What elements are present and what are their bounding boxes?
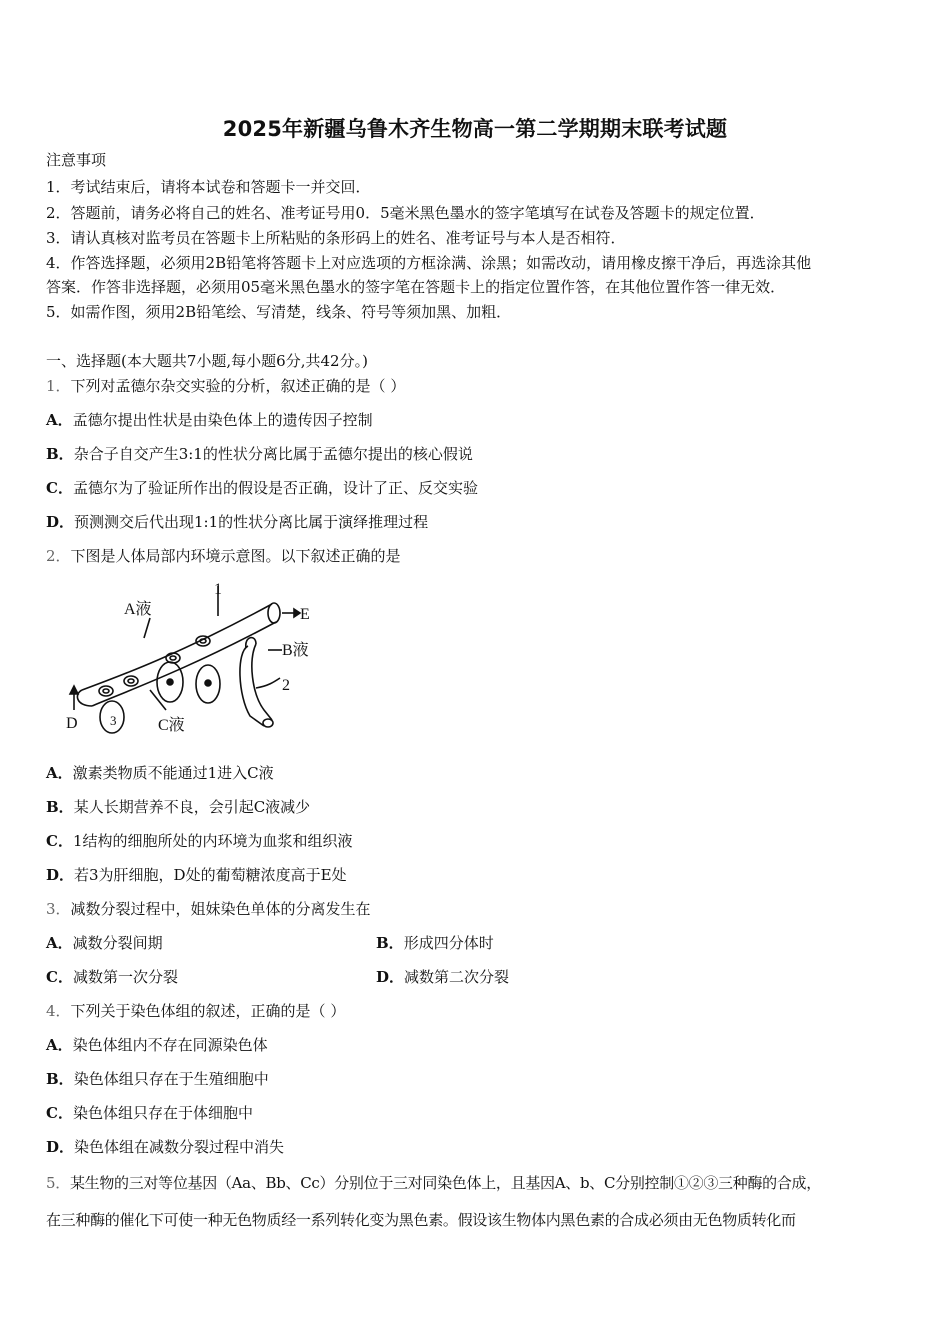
q3-option-a: [46, 933, 163, 953]
q4-option-c: [46, 1103, 253, 1123]
option-text: 孟德尔提出性状是由染色体上的遗传因子控制: [72, 411, 373, 429]
label-1: 1: [214, 581, 222, 598]
q2-option-a: [46, 763, 274, 783]
q1-option-a: [46, 410, 373, 430]
q1-option-d: [46, 512, 428, 532]
option-text: 染色体组只存在于生殖细胞中: [73, 1070, 269, 1088]
question-text: 下列对孟德尔杂交实验的分析，叙述正确的是（ ）: [70, 377, 406, 395]
notice-heading: 注意事项: [46, 151, 107, 169]
notice-item: 2．答题前，请务必将自己的姓名、准考证号用0．5毫米黑色墨水的签字笔填写在试卷及答题卡的规定位置．: [46, 204, 765, 222]
question-number: 5．: [46, 1174, 70, 1192]
blood-cells: [99, 636, 210, 696]
question-5-continued: 在三种酶的催化下可使一种无色物质经一系列转化变为黑色素。假设该生物体内黑色素的合成必须由无色物质转化而: [46, 1211, 796, 1229]
option-label: D．: [46, 513, 75, 531]
page-title: 2025年新疆乌鲁木齐生物高一第二学期期末联考试题: [222, 117, 728, 141]
question-text: 某生物的三对等位基因（Aa、Bb、Cc）分别位于三对同染色体上，且基因A、b、C分别控制①②③三种酶的合成，: [69, 1174, 821, 1192]
option-text: 染色体组只存在于体细胞中: [72, 1104, 253, 1122]
q1-option-b: [46, 444, 473, 464]
capillary-vessel: [82, 604, 272, 690]
option-text: 孟德尔为了验证所作出的假设是否正确，设计了正、反交实验: [72, 479, 478, 497]
section-heading: 一、选择题(本大题共7小题,每小题6分,共42分。): [46, 352, 368, 370]
notice-item: 3．请认真核对监考员在答题卡上所粘贴的条形码上的姓名、准考证号与本人是否相符．: [46, 229, 626, 247]
q1-option-c: [46, 478, 478, 498]
question-text: 减数分裂过程中，姐妹染色单体的分离发生在: [70, 900, 371, 918]
notice-item: 答案．作答非选择题，必须用05毫米黑色墨水的签字笔在答题卡上的指定位置作答，在其他位置作答一律无效．: [46, 278, 786, 296]
option-label: D．: [46, 866, 75, 884]
q2-option-b: [46, 797, 310, 817]
option-label: D．: [46, 1138, 75, 1156]
option-text: 减数分裂间期: [72, 934, 163, 952]
option-text: 某人长期营养不良，会引起C液减少: [73, 798, 311, 816]
option-text: 减数第一次分裂: [72, 968, 178, 986]
option-label: B．: [376, 934, 404, 952]
option-text: 染色体组在减数分裂过程中消失: [74, 1138, 285, 1156]
option-label: C．: [46, 1104, 73, 1122]
option-label: A．: [46, 411, 73, 429]
option-text: 杂合子自交产生3:1的性状分离比属于孟德尔提出的核心假说: [73, 445, 473, 463]
option-label: A．: [46, 1036, 73, 1054]
q3-option-b: [376, 933, 494, 953]
question-number: 3．: [46, 900, 71, 918]
q4-option-d: [46, 1137, 284, 1157]
option-label: A．: [46, 934, 73, 952]
option-label: B．: [46, 1070, 74, 1088]
q2-option-d: [46, 865, 347, 885]
option-text: 染色体组内不存在同源染色体: [72, 1036, 268, 1054]
question-text: 下列关于染色体组的叙述，正确的是（ ）: [70, 1002, 346, 1020]
label-b-fluid: B液: [282, 642, 309, 659]
option-text: 形成四分体时: [403, 934, 494, 952]
option-label: C．: [46, 968, 73, 986]
option-text: 减数第二次分裂: [404, 968, 510, 986]
notice-item: 5．如需作图，须用2B铅笔绘、写清楚，线条、符号等须加黑、加粗．: [46, 303, 512, 321]
question-4-stem: [46, 1001, 345, 1021]
question-number: 4．: [46, 1002, 71, 1020]
question-text: 下图是人体局部内环境示意图。以下叙述正确的是: [70, 547, 401, 565]
question-2-stem: [46, 546, 401, 566]
label-a-fluid: A液: [124, 601, 152, 618]
option-label: C．: [46, 479, 73, 497]
option-text: 1结构的细胞所处的内环境为血浆和组织液: [72, 832, 353, 850]
option-text: 预测测交后代出现1:1的性状分离比属于演绎推理过程: [74, 513, 429, 531]
question-number: 1．: [46, 377, 71, 395]
option-label: B．: [46, 798, 74, 816]
option-text: 激素类物质不能通过1进入C液: [72, 764, 274, 782]
question-1-stem: [46, 376, 405, 396]
label-c-fluid: C液: [158, 717, 185, 734]
question-3-stem: [46, 899, 371, 919]
internal-environment-diagram: [60, 578, 330, 748]
notice-item: 4．作答选择题，必须用2B铅笔将答题卡上对应选项的方框涂满、涂黑；如需改动，请用橡皮擦干净后，再选涂其他: [46, 254, 812, 272]
question-5-stem: [46, 1173, 821, 1193]
label-2: 2: [282, 677, 290, 694]
option-text: 若3为肝细胞，D处的葡萄糖浓度高于E处: [74, 866, 347, 884]
label-3: 3: [110, 713, 117, 728]
label-d: D: [66, 715, 78, 732]
label-e: E: [300, 606, 310, 623]
option-label: B．: [46, 445, 74, 463]
q4-option-a: [46, 1035, 268, 1055]
q4-option-b: [46, 1069, 269, 1089]
option-label: C．: [46, 832, 73, 850]
question-number: 2．: [46, 547, 71, 565]
notice-item: 1．考试结束后，请将本试卷和答题卡一并交回．: [46, 178, 371, 196]
q3-option-c: [46, 967, 178, 987]
q2-option-c: [46, 831, 353, 851]
q3-option-d: [376, 967, 509, 987]
option-label: A．: [46, 764, 73, 782]
option-label: D．: [376, 968, 405, 986]
